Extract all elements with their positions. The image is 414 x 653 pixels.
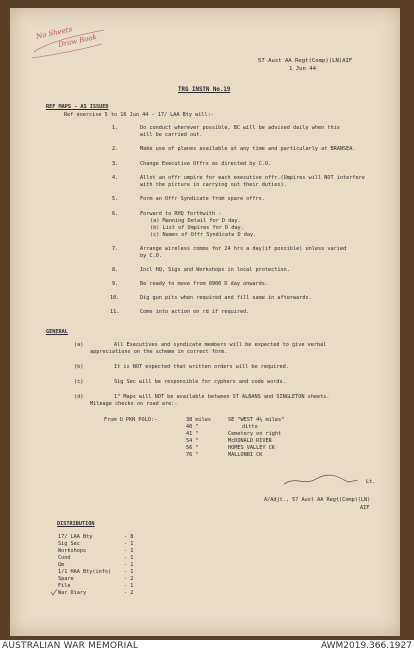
mileage-place: SE "WEST 4½ miles" bbox=[228, 417, 285, 423]
mileage-place: Cemetery on right bbox=[228, 431, 282, 437]
item-number-7: 7. bbox=[112, 246, 119, 252]
mileage-place: HOMES VALLEY CK bbox=[228, 445, 275, 451]
general-para-d-label: (d) bbox=[74, 394, 84, 400]
mileage-distance: 38 miles bbox=[186, 417, 211, 423]
distribution-qty: - 1 bbox=[124, 569, 134, 575]
distribution-heading: DISTRIBUTION bbox=[57, 521, 95, 527]
distribution-qty: - 1 bbox=[124, 562, 134, 568]
distribution-recipient: War Diary bbox=[58, 590, 87, 596]
item-number-6: 6. bbox=[112, 211, 119, 217]
distribution-recipient: 1/1 HAA Bty(info) bbox=[58, 569, 112, 575]
distribution-recipient: Spare bbox=[58, 576, 74, 582]
distribution-recipient: File bbox=[58, 583, 71, 589]
item-7-line-2: by C.O. bbox=[140, 253, 162, 259]
document-title: TRG INSTN No.19 bbox=[178, 87, 231, 93]
general-para-b-line-1: It is NOT expected that written orders will be required. bbox=[114, 364, 289, 370]
document-page bbox=[10, 8, 400, 636]
item-8-line-1: Incl HQ, Sigs and Workshops in local protection. bbox=[140, 267, 290, 273]
pencil-scribble-icon bbox=[28, 24, 108, 60]
distribution-qty: - 1 bbox=[124, 541, 134, 547]
footer-institution: AUSTRALIAN WAR MEMORIAL bbox=[2, 641, 139, 651]
item-6-line-3: (b) List of Umpires for D day. bbox=[150, 225, 244, 231]
checkmark-icon bbox=[50, 588, 58, 596]
distribution-recipient: Cond bbox=[58, 555, 71, 561]
item-number-3: 3. bbox=[112, 161, 119, 167]
general-para-a-line-2: appreciations on the scheme in correct form. bbox=[90, 349, 228, 355]
item-number-9: 9. bbox=[112, 281, 119, 287]
mileage-place: ditto bbox=[242, 424, 258, 430]
distribution-qty: - 1 bbox=[124, 548, 134, 554]
item-number-4: 4. bbox=[112, 175, 119, 181]
item-6-line-2: (a) Manning Detail for D day. bbox=[150, 218, 241, 224]
item-number-8: 8. bbox=[112, 267, 119, 273]
handwritten-note-1: No Sheets bbox=[35, 25, 73, 41]
item-6-line-4: (c) Names of Offr Syndicate D day. bbox=[150, 232, 257, 238]
item-10-line-1: Dig gun pits when required and fill same in afterwards. bbox=[140, 295, 312, 301]
document-date: 1 Jun 44 bbox=[289, 66, 316, 72]
general-para-c-line-1: Sig Sec will be responsible for cyphers and code words. bbox=[114, 379, 286, 385]
item-3-line-1: Change Executive Offrs as directed by C.O. bbox=[140, 161, 272, 167]
item-1-line-1: Do conduct wherever possible, BC will be advised daily when this bbox=[140, 125, 340, 131]
item-number-11: 11. bbox=[110, 309, 120, 315]
item-number-1: 1. bbox=[112, 125, 119, 131]
item-1-line-2: will be carried out. bbox=[140, 132, 203, 138]
distribution-recipient: 17/ LAA Bty bbox=[58, 534, 93, 540]
item-5-line-1: Form an Offr Syndicate from spare offrs. bbox=[140, 196, 265, 202]
distribution-qty: - 2 bbox=[124, 576, 134, 582]
mileage-intro: From U PKN POLO:- bbox=[104, 417, 158, 423]
distribution-qty: - 8 bbox=[124, 534, 134, 540]
general-heading: GENERAL bbox=[46, 329, 68, 335]
general-para-c-label: (c) bbox=[74, 379, 84, 385]
item-2-line-1: Make use of planes available at any time and particularly at BRANSEA. bbox=[140, 146, 356, 152]
intro-line: Ref exercise 5 to 16 Jun 44 - 17/ LAA Bty will:- bbox=[64, 112, 214, 118]
handwritten-note-2: Draw Book bbox=[57, 33, 98, 49]
item-9-line-1: Be ready to move from 0900 D day onwards. bbox=[140, 281, 269, 287]
general-para-a-label: (a) bbox=[74, 342, 84, 348]
mileage-place: McDONALD RIVER bbox=[228, 438, 272, 444]
distribution-qty: - 2 bbox=[124, 590, 134, 596]
item-4-line-2: with the picture in carrying out their duties). bbox=[140, 182, 287, 188]
mileage-distance: 76 " bbox=[186, 452, 199, 458]
item-number-2: 2. bbox=[112, 146, 119, 152]
unit-header: 57 Aust AA Regt(Comp)(LN)AIF bbox=[258, 58, 353, 64]
mileage-distance: 41 " bbox=[186, 431, 199, 437]
general-para-d-line-2: Mileage checks on road are:- bbox=[90, 401, 178, 407]
signature-line-1: A/Adjt., 57 Aust AA Regt(Comp)(LN) bbox=[264, 497, 371, 503]
signature-line-2: AIF bbox=[360, 505, 370, 511]
mileage-distance: 54 " bbox=[186, 438, 199, 444]
distribution-recipient: Sig Sec bbox=[58, 541, 80, 547]
item-4-line-1: Allot an offr umpire for each executive offr.(Umpires will NOT interfere bbox=[140, 175, 365, 181]
item-6-line-1: Forward to RHQ forthwith - bbox=[140, 211, 222, 217]
item-number-5: 5. bbox=[112, 196, 119, 202]
signature-scribble-icon bbox=[282, 470, 362, 490]
mileage-distance: 40 " bbox=[186, 424, 199, 430]
item-number-10: 10. bbox=[110, 295, 120, 301]
signature-rank: Lt. bbox=[366, 479, 376, 485]
item-11-line-1: Come into action on rd if required. bbox=[140, 309, 250, 315]
section-heading: REF MAPS - AS ISSUED bbox=[46, 104, 109, 110]
distribution-recipient: Workshops bbox=[58, 548, 87, 554]
archive-footer bbox=[0, 640, 414, 653]
general-para-b-label: (b) bbox=[74, 364, 84, 370]
item-7-line-1: Arrange wireless comms for 24 hrs a day(if possible) unless varied bbox=[140, 246, 347, 252]
mileage-distance: 56 " bbox=[186, 445, 199, 451]
footer-accession-number: AWM2019.366.1927 bbox=[320, 641, 412, 651]
general-para-d-line-1: 1" Maps will NOT be available between ST ALBANS and SINGLETON sheets. bbox=[114, 394, 330, 400]
general-para-a-line-1: All Executives and syndicate members will be expected to give verbal bbox=[114, 342, 327, 348]
distribution-qty: - 1 bbox=[124, 555, 134, 561]
distribution-qty: - 1 bbox=[124, 583, 134, 589]
distribution-recipient: Qm bbox=[58, 562, 65, 568]
mileage-place: MALLONBI CK bbox=[228, 452, 263, 458]
